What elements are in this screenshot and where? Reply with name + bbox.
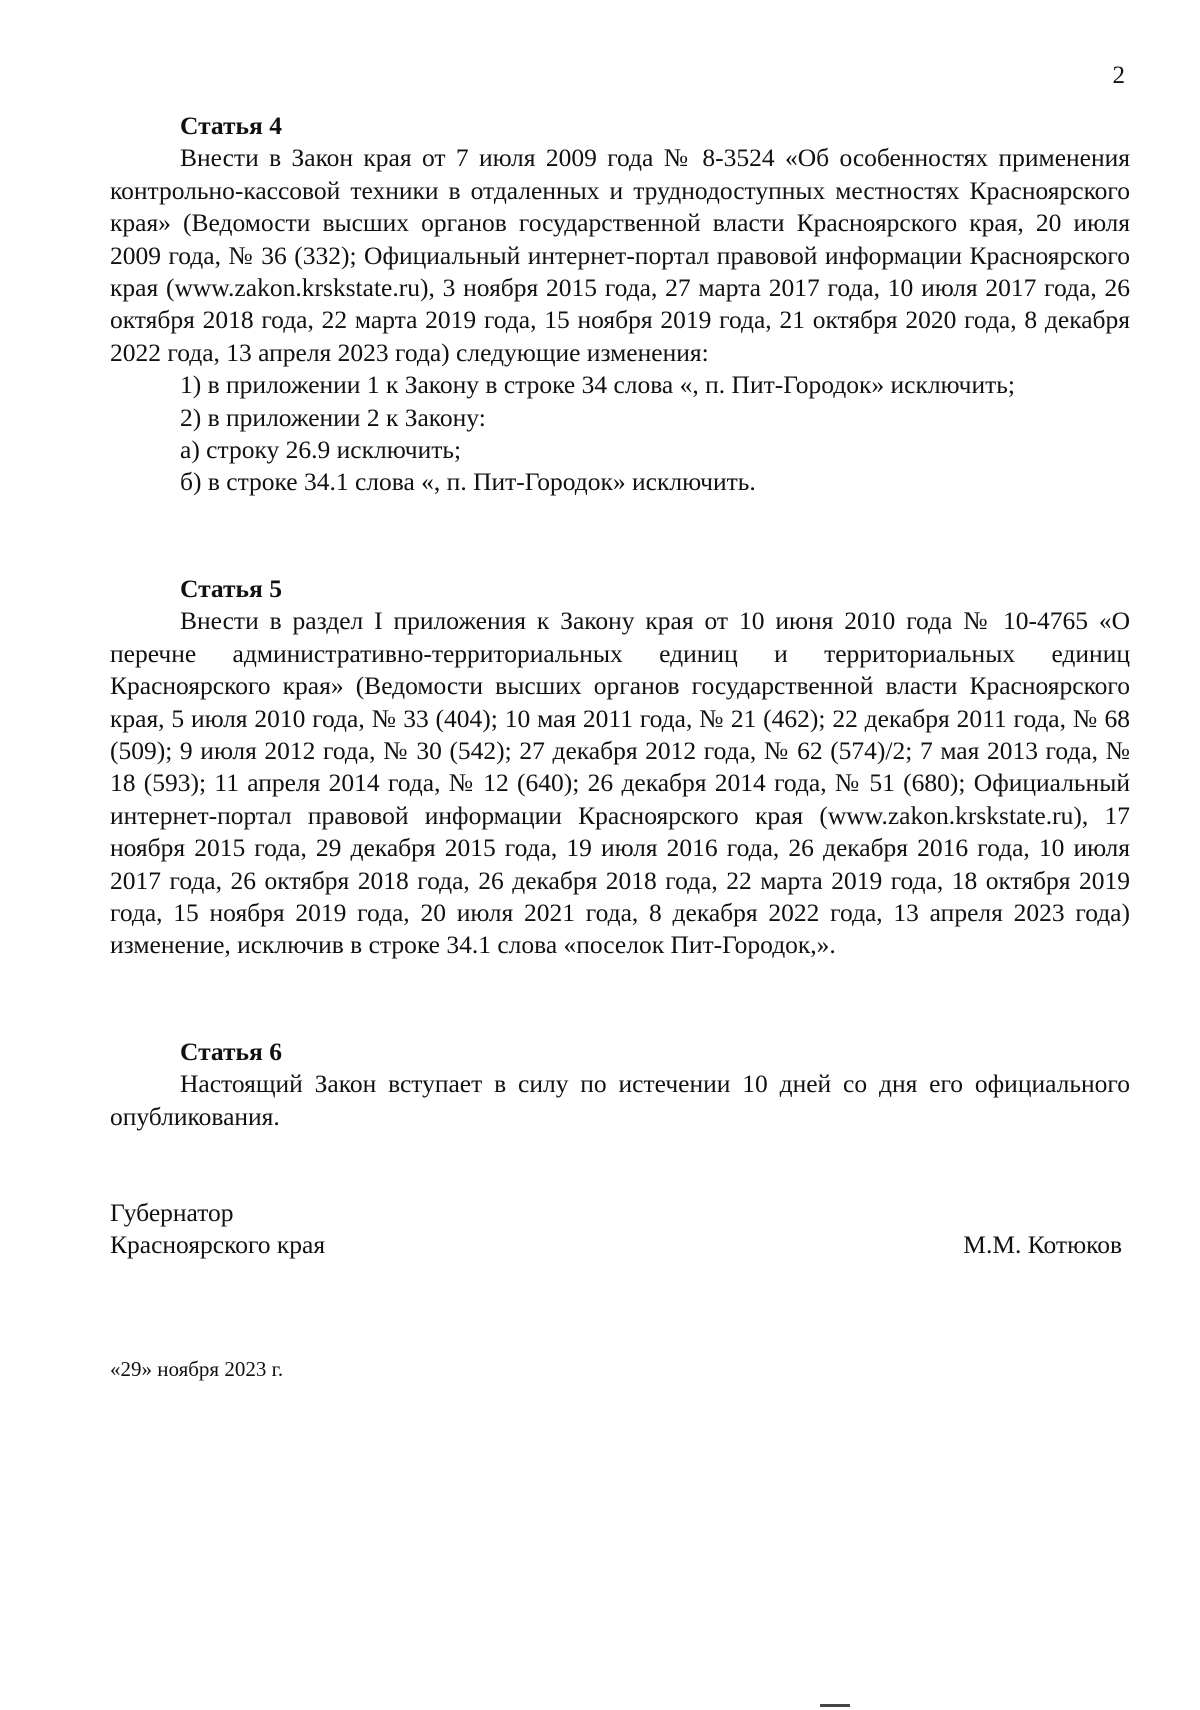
scan-artifact-mark <box>820 1704 850 1707</box>
signatory-name: М.М. Котюков <box>963 1230 1122 1260</box>
article-5 <box>110 573 1130 962</box>
article-5-text: Внести в раздел I приложения к Закону края от 10 июня 2010 года № 10-4765 «О перечне административно-территориальных единиц и территориальных единиц Красноярского края» (Ведомости высших органов государственной власти Красноярского края, 5 июля 2010 года, № 33 (404); 10 мая 2011 года, № 21 (462); 22 декабря 2011 года, № 68 (509); 9 июля 2012 года, № 30 (542); 27 декабря 2012 года, № 62 (574)/2; 7 мая 2013 года, № 18 (593); 11 апреля 2014 года, № 12 (640); 26 декабря 2014 года, № 51 (680); Официальный интернет-портал правовой информации Красноярского края (www.zakon.krskstate.ru), 17 ноября 2015 года, 29 декабря 2015 года, 19 июля 2016 года, 26 декабря 2016 года, 10 июля 2017 года, 26 октября 2018 года, 26 декабря 2018 года, 22 марта 2019 года, 18 октября 2019 года, 15 ноября 2019 года, 20 июля 2021 года, 8 декабря 2022 года, 13 апреля 2023 года) изменение, исключив в строке 34.1 слова «поселок Пит-Городок,». <box>110 606 1130 960</box>
article-6-text: Настоящий Закон вступает в силу по истечении 10 дней со дня его официального опубликования. <box>110 1069 1130 1131</box>
article-4-heading: Статья 4 <box>180 111 282 140</box>
article-4-item-1: 1) в приложении 1 к Закону в строке 34 слова «, п. Пит-Городок» исключить; <box>180 370 1015 400</box>
article-6 <box>110 1036 1130 1133</box>
article-5-heading: Статья 5 <box>180 574 282 603</box>
article-4 <box>110 110 1130 499</box>
article-4-item-2b: б) в строке 34.1 слова «, п. Пит-Городок» исключить. <box>180 467 756 497</box>
signatory-title <box>110 1197 325 1262</box>
article-6-heading: Статья 6 <box>180 1037 282 1066</box>
signatory-title-line-1: Губернатор <box>110 1198 234 1227</box>
page-number: 2 <box>1112 62 1125 89</box>
article-4-item-2: 2) в приложении 2 к Закону: <box>180 402 486 432</box>
article-4-item-2a: а) строку 26.9 исключить; <box>180 435 462 465</box>
signing-date: «29» ноября 2023 г. <box>110 1357 284 1381</box>
signatory-title-line-2: Красноярского края <box>110 1230 326 1260</box>
article-4-intro: Внести в Закон края от 7 июля 2009 года № 8-3524 «Об особенностях применения контрольно-кассовой техники в отдаленных и труднодоступных местностях Красноярского края» (Ведомости высших органов государственной власти Красноярского края, 20 июля 2009 года, № 36 (332); Официальный интернет-портал правовой информации Красноярского края (www.zakon.krskstate.ru), 3 ноября 2015 года, 27 марта 2017 года, 10 июля 2017 года, 26 октября 2018 года, 22 марта 2019 года, 15 ноября 2019 года, 21 октября 2020 года, 8 декабря 2022 года, 13 апреля 2023 года) следующие изменения: <box>110 143 1130 367</box>
